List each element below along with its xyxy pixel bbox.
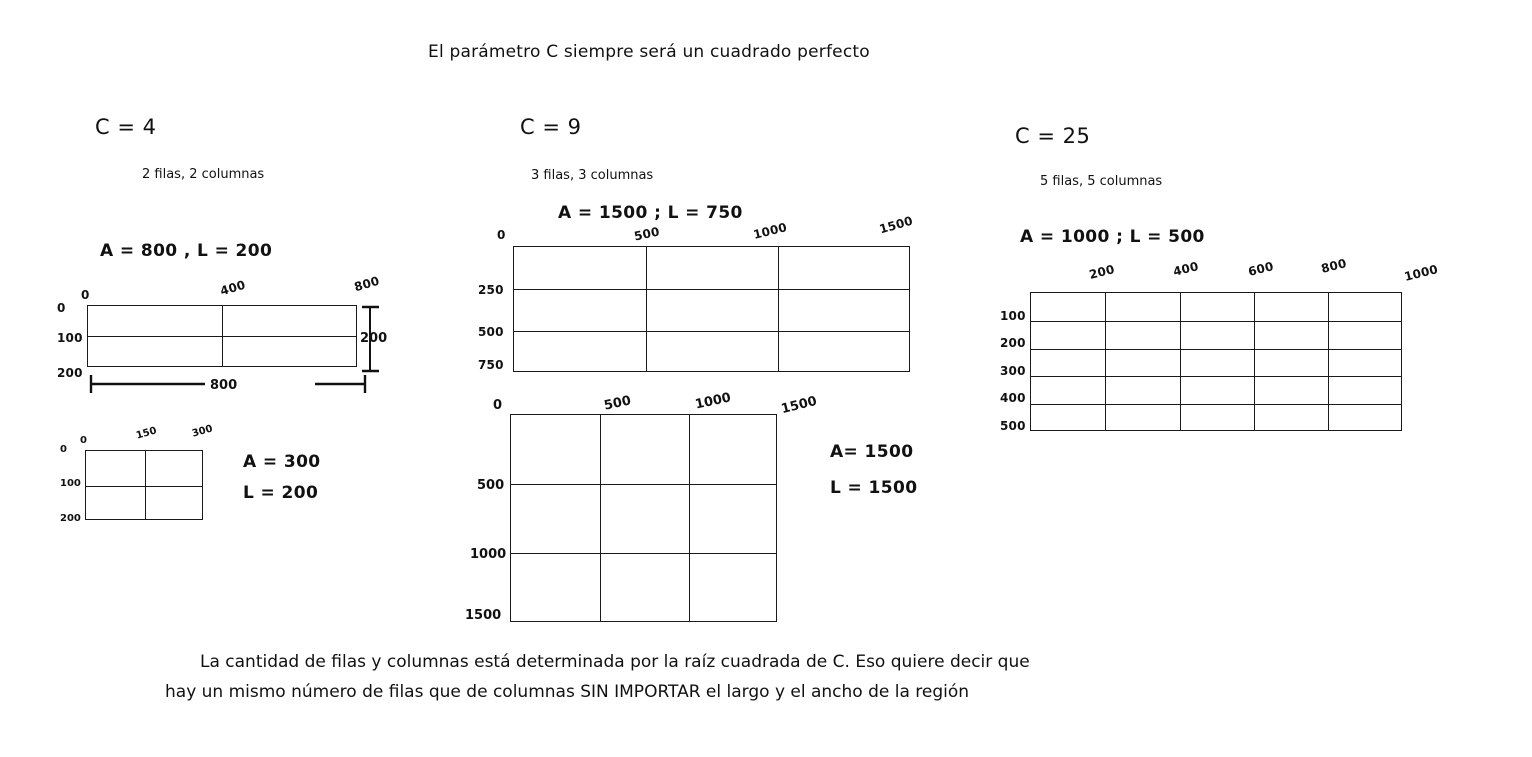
example-2-grid-1-params: A = 1500 ; L = 750: [558, 203, 743, 223]
tick-x: 1500: [779, 393, 819, 418]
grid-line-v: [1254, 293, 1255, 430]
grid-line-h: [514, 289, 909, 290]
tick-x: 800: [352, 273, 382, 295]
footer-line-2: hay un mismo número de filas que de columnas SIN IMPORTAR el largo y el ancho de la región: [165, 682, 970, 702]
example-3-subtitle: 5 filas, 5 columnas: [1040, 174, 1163, 189]
tick-y: 400: [1000, 391, 1026, 405]
grid-line-v: [1105, 293, 1106, 430]
tick-y: 100: [57, 331, 83, 345]
tick-y: 200: [60, 513, 81, 524]
tick-x: 600: [1246, 259, 1275, 279]
grid-c4-a: [87, 305, 357, 367]
tick-x: 300: [190, 423, 214, 440]
tick-x: 800: [1319, 256, 1348, 276]
tick-x: 0: [497, 228, 506, 242]
page-title: El parámetro C siempre será un cuadrado perfecto: [428, 42, 870, 62]
tick-x: 1000: [693, 390, 733, 413]
tick-y: 200: [57, 366, 83, 380]
tick-y: 0: [60, 444, 67, 455]
example-2-grid-2-param-a: A= 1500: [830, 442, 914, 462]
tick-x: 0: [80, 435, 87, 446]
example-2-header: C = 9: [520, 115, 582, 139]
example-1-header: C = 4: [95, 115, 157, 139]
tick-x: 1000: [1402, 262, 1440, 284]
tick-x: 400: [218, 277, 248, 299]
grid-c9-b: [510, 414, 777, 622]
tick-x: 0: [81, 288, 90, 302]
tick-y: 0: [57, 301, 66, 315]
grid-line-v: [689, 415, 690, 621]
tick-y: 1500: [465, 608, 502, 623]
grid-line-v: [778, 247, 779, 371]
grid-line-h: [1031, 404, 1401, 405]
tick-x: 200: [1087, 262, 1116, 282]
footer-line-1: La cantidad de filas y columnas está determinada por la raíz cuadrada de C. Eso quiere decir que: [200, 652, 1030, 672]
grid-line-v: [646, 247, 647, 371]
tick-x: 400: [1171, 259, 1200, 279]
example-2-grid-2-param-l: L = 1500: [830, 478, 918, 498]
grid-c9-a: [513, 246, 910, 372]
grid-line-h: [511, 484, 776, 485]
tick-y: 500: [1000, 419, 1026, 433]
example-1-grid-2-param-l: L = 200: [243, 483, 319, 503]
tick-y: 100: [60, 478, 81, 489]
grid-line-h: [1031, 376, 1401, 377]
tick-y: 200: [1000, 336, 1026, 350]
example-3-grid-1-params: A = 1000 ; L = 500: [1020, 227, 1205, 247]
example-2-subtitle: 3 filas, 3 columnas: [531, 168, 654, 183]
grid-line-h: [86, 486, 202, 487]
grid-line-h: [1031, 349, 1401, 350]
example-1-subtitle: 2 filas, 2 columnas: [142, 167, 265, 182]
measure-height-label: 200: [360, 331, 388, 346]
tick-y: 750: [478, 358, 504, 372]
example-1-grid-2-param-a: A = 300: [243, 452, 321, 472]
tick-y: 500: [478, 325, 504, 339]
tick-y: 500: [477, 478, 505, 493]
grid-c4-b: [85, 450, 203, 520]
tick-x: 0: [493, 398, 503, 413]
grid-c25-a: [1030, 292, 1402, 431]
grid-line-h: [514, 331, 909, 332]
tick-y: 300: [1000, 364, 1026, 378]
tick-y: 100: [1000, 309, 1026, 323]
tick-x: 500: [602, 393, 633, 414]
tick-y: 1000: [470, 547, 507, 562]
tick-x: 150: [134, 425, 158, 442]
tick-x: 1500: [877, 213, 915, 237]
tick-y: 250: [478, 283, 504, 297]
grid-line-h: [511, 553, 776, 554]
grid-line-v: [1180, 293, 1181, 430]
grid-line-h: [1031, 321, 1401, 322]
example-1-grid-1-params: A = 800 , L = 200: [100, 241, 273, 261]
example-3-header: C = 25: [1015, 124, 1091, 148]
tick-x: 500: [632, 224, 661, 244]
grid-line-v: [1328, 293, 1329, 430]
tick-x: 1000: [751, 220, 789, 242]
grid-line-v: [145, 451, 146, 519]
measure-width-label: 800: [210, 378, 238, 393]
grid-line-h: [88, 336, 356, 337]
grid-line-v: [600, 415, 601, 621]
